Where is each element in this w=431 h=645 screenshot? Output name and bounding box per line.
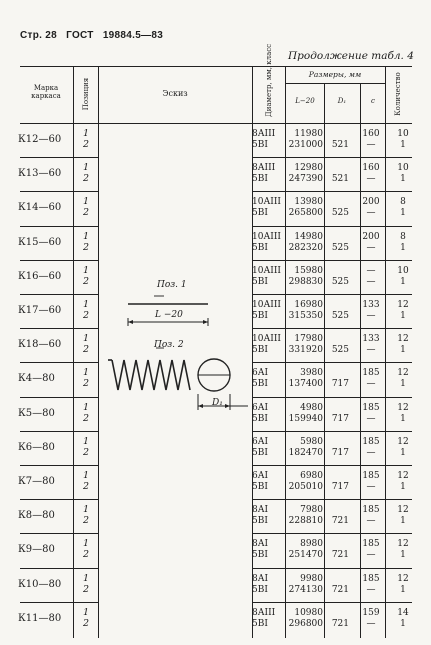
row-diameter-2: 5BI [252, 208, 268, 219]
table-row [0, 363, 431, 397]
row-qty-2: 1 [400, 516, 406, 527]
row-position-1: 1 [83, 504, 90, 516]
row-qty-1: 12 [397, 402, 409, 413]
row-position-1: 1 [83, 367, 90, 379]
row-qty-1: 12 [397, 436, 409, 447]
row-position-2: 2 [83, 412, 90, 424]
row-diameter-1: 10АIII [252, 231, 281, 242]
row-qty-1: 12 [397, 334, 409, 345]
row-position-2: 2 [83, 617, 90, 629]
row-diameter-1: 6АI [252, 471, 269, 481]
table-row [0, 295, 431, 329]
row-qty-1: 8 [400, 197, 406, 208]
row-mark: К18—60 [18, 339, 62, 351]
row-length-1: 13980 [294, 197, 323, 208]
row-length-1: 17980 [294, 334, 323, 345]
row-position-2: 2 [83, 583, 90, 595]
row-diameter-2: 5BI [252, 413, 268, 424]
row-diameter-1: 10АIII [252, 265, 281, 276]
row-c-2: — [366, 379, 376, 390]
row-length-1: 9980 [300, 573, 323, 584]
row-position-2: 2 [83, 549, 90, 561]
row-qty-1: 12 [397, 505, 409, 516]
row-qty-1: 12 [397, 539, 409, 550]
row-c-1: 160 [362, 163, 380, 174]
col-header-c: c [371, 97, 375, 105]
row-c-2: — [366, 276, 376, 287]
table-continuation: Продолжение табл. 4 [288, 50, 414, 62]
row-c-1: 200 [362, 197, 380, 208]
row-qty-1: 14 [397, 607, 409, 618]
row-length-1: 7980 [300, 505, 323, 516]
row-c-2: — [366, 618, 376, 629]
row-d1-2: 721 [331, 550, 349, 561]
row-c-2: — [366, 174, 376, 185]
row-c-2: — [366, 311, 376, 321]
row-qty-1: 10 [397, 265, 409, 276]
row-mark: К4—80 [18, 373, 55, 385]
row-mark: К7—80 [18, 476, 55, 487]
row-d1-2: 717 [331, 379, 349, 390]
row-diameter-1: 8АIII [252, 607, 276, 618]
row-qty-1: 10 [397, 163, 409, 174]
row-qty-1: 8 [400, 231, 406, 242]
row-mark: К16—60 [18, 270, 62, 282]
col-header-sizes: Размеры, мм [308, 70, 362, 79]
row-length-2: 228810 [288, 516, 323, 527]
page-header [20, 30, 169, 41]
row-position-2: 2 [83, 378, 90, 390]
row-diameter-1: 8АI [252, 573, 269, 584]
row-diameter-1: 8АI [252, 539, 269, 550]
row-diameter-2: 5BI [252, 584, 268, 595]
row-c-1: 200 [362, 231, 380, 242]
row-position-1: 1 [83, 128, 90, 139]
row-position-2: 2 [83, 515, 90, 527]
row-diameter-1: 6АI [252, 368, 269, 379]
row-position-2: 2 [83, 275, 90, 287]
row-qty-2: 1 [400, 447, 406, 458]
row-diameter-1: 8АIII [252, 129, 276, 139]
row-c-2: — [366, 516, 376, 527]
row-position-1: 1 [83, 435, 90, 447]
row-mark: К11—80 [18, 612, 62, 624]
row-qty-2: 1 [400, 550, 406, 561]
row-mark: К6—80 [18, 441, 55, 453]
row-length-1: 12980 [294, 163, 323, 174]
sketch-D-label: D₁ [212, 398, 223, 408]
row-c-1: 185 [362, 368, 380, 379]
standard-number: 19884.5—83 [102, 30, 164, 41]
row-length-1: 5980 [300, 436, 323, 447]
row-position-1: 1 [83, 333, 90, 345]
row-c-2: — [366, 208, 376, 219]
row-mark: К8—80 [18, 510, 55, 522]
row-diameter-1: 8АI [252, 505, 269, 516]
standard-label: ГОСТ [66, 30, 94, 41]
row-diameter-1: 6АI [252, 402, 269, 413]
row-c-2: — [366, 482, 376, 492]
row-position-2: 2 [83, 310, 90, 321]
table-row [0, 158, 431, 192]
row-diameter-2: 5BI [252, 311, 268, 321]
row-length-1: 3980 [300, 368, 323, 379]
row-qty-1: 12 [397, 368, 409, 379]
row-c-2: — [366, 550, 376, 561]
row-length-1: 11980 [294, 129, 323, 139]
row-position-1: 1 [83, 230, 90, 242]
sizes-subheader-rule [285, 83, 385, 84]
row-diameter-2: 5BI [252, 379, 268, 390]
row-c-2: — [366, 140, 376, 150]
row-position-2: 2 [83, 241, 90, 253]
row-length-2: 205010 [288, 482, 323, 492]
col-header-diameter: Диаметр, мм, класс [265, 43, 273, 117]
row-qty-2: 1 [400, 276, 406, 287]
row-length-1: 4980 [300, 402, 323, 413]
row-diameter-2: 5BI [252, 140, 268, 150]
row-length-2: 251470 [288, 550, 323, 561]
row-length-1: 8980 [300, 539, 323, 550]
row-diameter-1: 6АI [252, 436, 269, 447]
row-d1-2: 525 [331, 345, 349, 356]
col-header-L: L−20 [295, 97, 315, 105]
row-d1-2: 525 [331, 276, 349, 287]
row-length-2: 231000 [288, 140, 323, 150]
sketch-pos2-label: Поз. 2 [154, 340, 184, 350]
row-mark: К14—60 [18, 202, 62, 214]
table-row [0, 569, 431, 603]
row-position-1: 1 [83, 264, 90, 276]
table-row [0, 603, 431, 637]
row-diameter-2: 5BI [252, 618, 268, 629]
row-position-2: 2 [83, 173, 90, 185]
row-c-1: 185 [362, 402, 380, 413]
row-c-2: — [366, 242, 376, 253]
row-position-1: 1 [83, 401, 90, 413]
row-diameter-1: 10АIII [252, 300, 281, 310]
row-qty-2: 1 [400, 345, 406, 356]
row-qty-1: 12 [397, 471, 409, 481]
row-d1-2: 721 [331, 516, 349, 527]
table-row [0, 261, 431, 295]
row-diameter-2: 5BI [252, 242, 268, 253]
row-mark: К10—80 [18, 578, 62, 590]
row-c-1: 185 [362, 436, 380, 447]
row-position-2: 2 [83, 446, 90, 458]
row-mark: К5—80 [18, 407, 55, 419]
row-length-2: 282320 [288, 242, 323, 253]
table-row [0, 432, 431, 466]
row-d1-2: 717 [331, 447, 349, 458]
row-position-1: 1 [83, 538, 90, 550]
table-row [0, 398, 431, 432]
row-c-1: 185 [362, 539, 380, 550]
row-c-2: — [366, 413, 376, 424]
row-c-1: 159 [362, 607, 380, 618]
row-mark: К9—80 [18, 544, 55, 556]
row-c-2: — [366, 584, 376, 595]
row-length-1: 16980 [294, 300, 323, 310]
row-position-2: 2 [83, 344, 90, 356]
row-position-2: 2 [83, 139, 90, 150]
row-d1-2: 525 [331, 208, 349, 219]
row-position-2: 2 [83, 207, 90, 219]
row-d1-2: 721 [331, 618, 349, 629]
row-mark: К17—60 [18, 305, 62, 316]
col-header-position: Позиция [82, 77, 90, 111]
table-row [0, 329, 431, 363]
row-qty-1: 12 [397, 573, 409, 584]
table-top-rule [20, 66, 412, 67]
row-d1-2: 721 [331, 584, 349, 595]
row-position-1: 1 [83, 196, 90, 208]
row-c-1: 185 [362, 573, 380, 584]
row-mark: К12—60 [18, 134, 62, 145]
row-length-2: 247390 [288, 174, 323, 185]
row-qty-2: 1 [400, 379, 406, 390]
table-row [0, 192, 431, 226]
row-length-2: 274130 [288, 584, 323, 595]
row-qty-2: 1 [400, 140, 406, 150]
sketch-L-label: L −20 [155, 310, 183, 320]
row-d1-2: 525 [331, 311, 349, 321]
row-length-1: 14980 [294, 231, 323, 242]
row-diameter-1: 8АIII [252, 163, 276, 174]
row-c-2: — [366, 447, 376, 458]
row-diameter-2: 5BI [252, 550, 268, 561]
table-row [0, 124, 431, 158]
row-length-2: 159940 [288, 413, 323, 424]
row-length-2: 315350 [288, 311, 323, 321]
row-mark: К13—60 [18, 168, 62, 180]
row-d1-2: 525 [331, 242, 349, 253]
row-qty-2: 1 [400, 242, 406, 253]
row-diameter-1: 10АIII [252, 334, 281, 345]
row-c-1: 133 [362, 300, 380, 310]
table-row [0, 534, 431, 568]
row-qty-1: 12 [397, 300, 409, 310]
row-d1-2: 717 [331, 413, 349, 424]
row-diameter-2: 5BI [252, 447, 268, 458]
row-qty-1: 10 [397, 129, 409, 139]
row-d1-2: 521 [331, 174, 349, 185]
row-c-2: — [366, 345, 376, 356]
page-number: Стр. 28 [20, 30, 58, 41]
row-diameter-1: 10АIII [252, 197, 281, 208]
table-row [0, 500, 431, 534]
row-position-1: 1 [83, 162, 90, 174]
col-header-sketch: Эскиз [162, 89, 188, 98]
row-c-1: — [366, 265, 376, 276]
col-header-qty: Количество [394, 72, 402, 116]
row-qty-2: 1 [400, 482, 406, 492]
row-length-2: 331920 [288, 345, 323, 356]
row-length-1: 6980 [300, 471, 323, 481]
table-row [0, 466, 431, 500]
row-position-1: 1 [83, 606, 90, 618]
row-length-2: 137400 [288, 379, 323, 390]
col-header-mark: Марка каркаса [31, 84, 61, 100]
row-position-1: 1 [83, 572, 90, 584]
row-position-1: 1 [83, 470, 90, 481]
col-header-D: D₁ [337, 97, 347, 105]
row-length-1: 10980 [294, 607, 323, 618]
row-qty-2: 1 [400, 584, 406, 595]
row-length-1: 15980 [294, 265, 323, 276]
row-qty-2: 1 [400, 208, 406, 219]
row-d1-2: 717 [331, 482, 349, 492]
row-c-1: 185 [362, 471, 380, 481]
row-d1-2: 521 [331, 140, 349, 150]
row-qty-2: 1 [400, 174, 406, 185]
row-position-1: 1 [83, 299, 90, 310]
row-length-2: 298830 [288, 276, 323, 287]
row-diameter-2: 5BI [252, 276, 268, 287]
row-diameter-2: 5BI [252, 516, 268, 527]
row-position-2: 2 [83, 481, 90, 492]
row-qty-2: 1 [400, 618, 406, 629]
row-c-1: 133 [362, 334, 380, 345]
row-qty-2: 1 [400, 413, 406, 424]
row-diameter-2: 5BI [252, 174, 268, 185]
row-diameter-2: 5BI [252, 345, 268, 356]
row-c-1: 185 [362, 505, 380, 516]
row-c-1: 160 [362, 129, 380, 139]
row-qty-2: 1 [400, 311, 406, 321]
row-diameter-2: 5BI [252, 482, 268, 492]
row-length-2: 182470 [288, 447, 323, 458]
row-length-2: 296800 [288, 618, 323, 629]
row-length-2: 265800 [288, 208, 323, 219]
table-row [0, 227, 431, 261]
sketch-pos1-label: Поз. 1 [157, 280, 187, 290]
row-mark: К15—60 [18, 236, 62, 248]
